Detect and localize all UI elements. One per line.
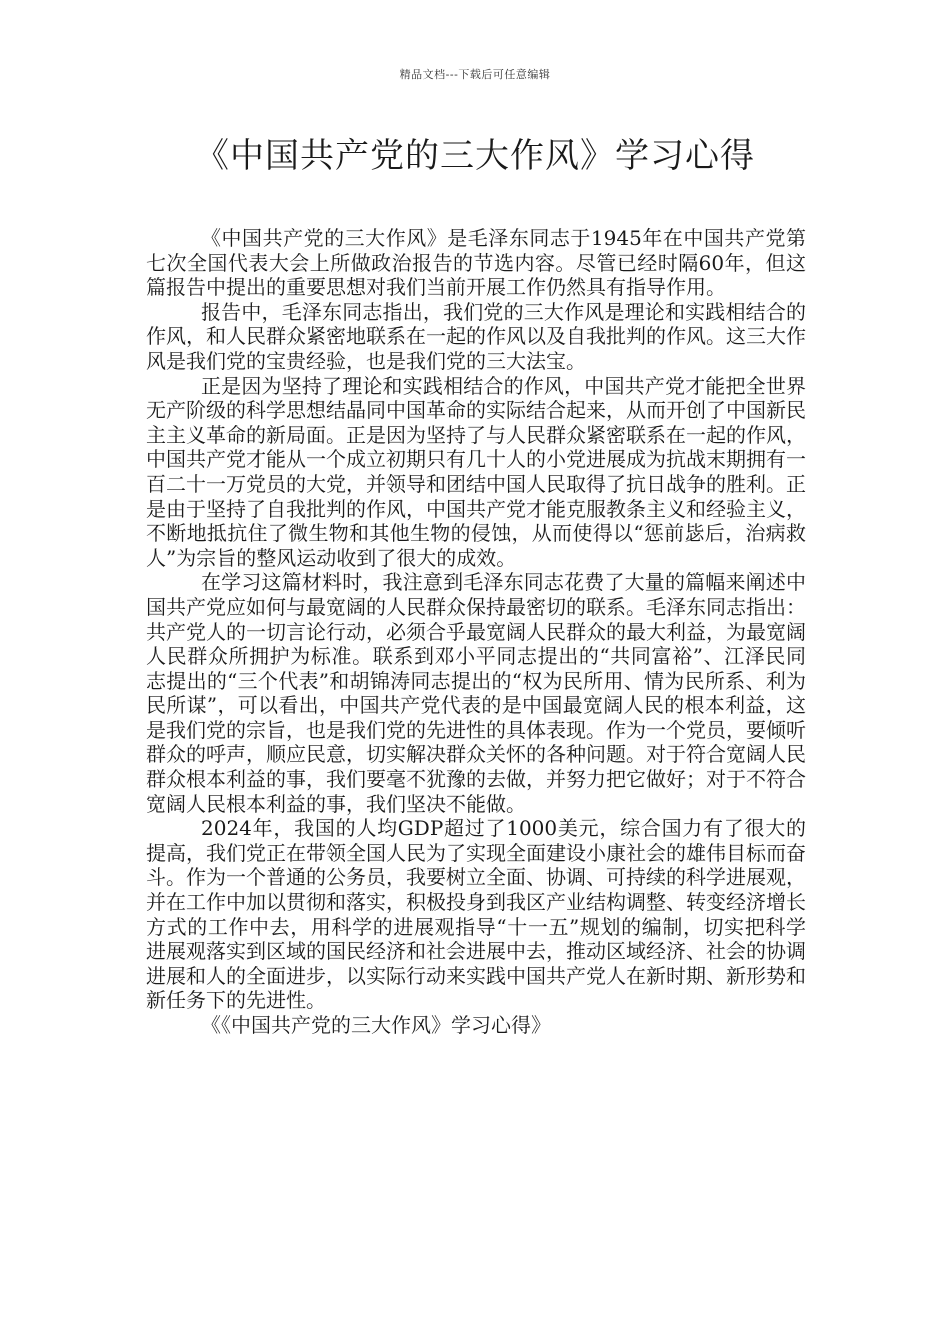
- document-title: 《中国共产党的三大作风》学习心得: [195, 136, 755, 176]
- document-body: [146, 226, 806, 1038]
- paragraph-1: 《中国共产党的三大作风》是毛泽东同志于1945年在中国共产党第七次全国代表大会上所做政治报告的节选内容。尽管已经时隔60年，但这篇报告中提出的重要思想对我们当前开展工作仍然具有指导作用。: [146, 226, 806, 300]
- paragraph-2: 报告中，毛泽东同志指出，我们党的三大作风是理论和实践相结合的作风，和人民群众紧密地联系在一起的作风以及自我批判的作风。这三大作风是我们党的宝贵经验，也是我们党的三大法宝。: [146, 299, 806, 373]
- page-header-note: 精品文档---下载后可任意编辑: [399, 68, 551, 81]
- paragraph-4: 在学习这篇材料时，我注意到毛泽东同志花费了大量的篇幅来阐述中国共产党应如何与最宽阔的人民群众保持最密切的联系。毛泽东同志指出：共产党人的一切言论行动，必须合乎最宽阔人民群众的最大利益，为最宽阔人民群众所拥护为标准。联系到邓小平同志提出的“共同富裕”、江泽民同志提出的“三个代表”和胡锦涛同志提出的“权为民所用、情为民所系、利为民所谋”，可以看出，中国共产党代表的是中国最宽阔人民的根本利益，这是我们党的宗旨，也是我们党的先进性的具体表现。作为一个党员，要倾听群众的呼声，顺应民意，切实解决群众关怀的各种问题。对于符合宽阔人民群众根本利益的事，我们要毫不犹豫的去做，并努力把它做好；对于不符合宽阔人民根本利益的事，我们坚决不能做。: [146, 570, 806, 816]
- paragraph-5: 2024年，我国的人均GDP超过了1000美元，综合国力有了很大的提高，我们党正在带领全国人民为了实现全面建设小康社会的雄伟目标而奋斗。作为一个普通的公务员，我要树立全面、协调、可持续的科学进展观，并在工作中加以贯彻和落实，积极投身到我区产业结构调整、转变经济增长方式的工作中去，用科学的进展观指导“十一五”规划的编制，切实把科学进展观落实到区域的国民经济和社会进展中去，推动区域经济、社会的协调进展和人的全面进步，以实际行动来实践中国共产党人在新时期、新形势和新任务下的先进性。: [146, 816, 806, 1013]
- closing-line: 《《中国共产党的三大作风》学习心得》: [201, 1013, 551, 1037]
- paragraph-3: 正是因为坚持了理论和实践相结合的作风，中国共产党才能把全世界无产阶级的科学思想结晶同中国革命的实际结合起来，从而开创了中国新民主主义革命的新局面。正是因为坚持了与人民群众紧密联系在一起的作风，中国共产党才能从一个成立初期只有几十人的小党进展成为抗战末期拥有一百二十一万党员的大党，并领导和团结中国人民取得了抗日战争的胜利。正是由于坚持了自我批判的作风，中国共产党才能克服教条主义和经验主义，不断地抵抗住了微生物和其他生物的侵蚀，从而使得以“惩前毖后，治病救人”为宗旨的整风运动收到了很大的成效。: [146, 373, 806, 570]
